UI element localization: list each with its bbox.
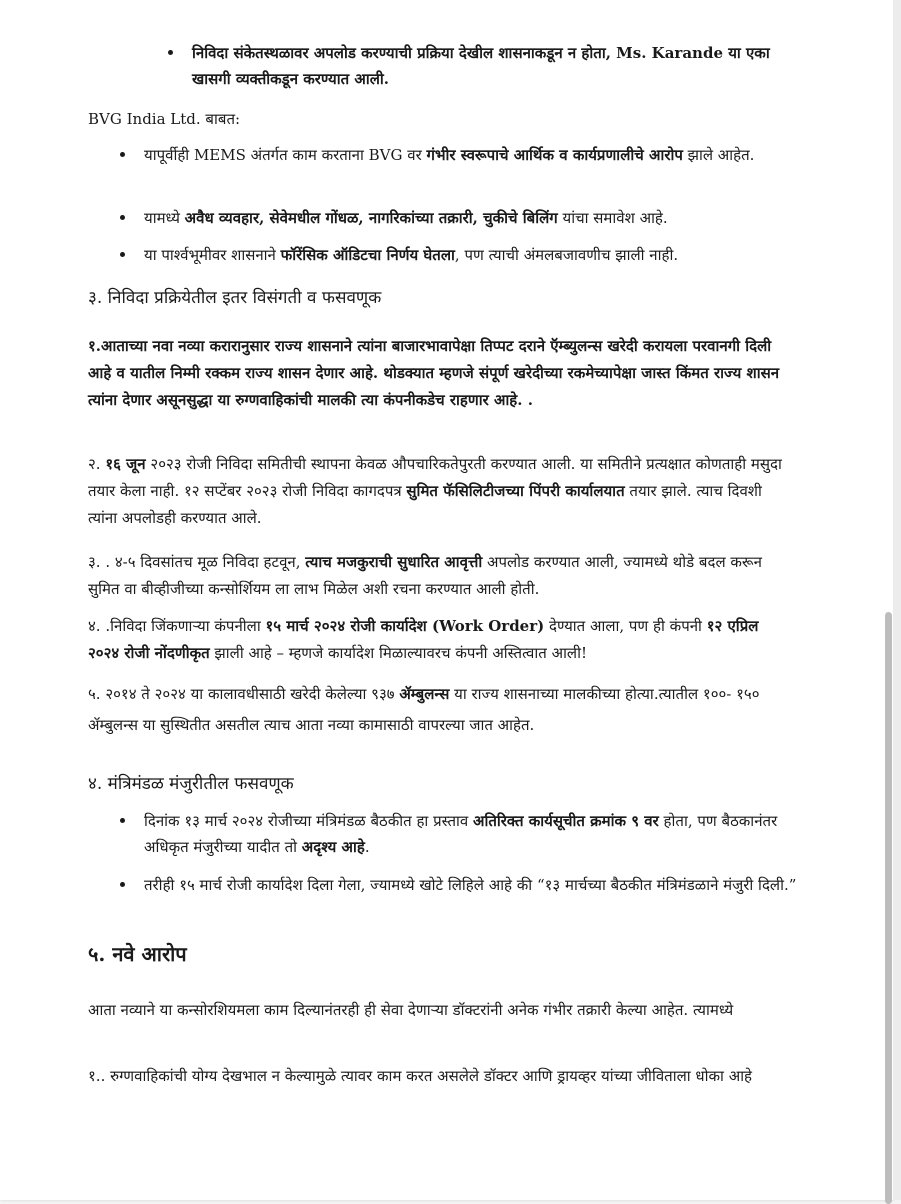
- bullet-text: [144, 142, 814, 168]
- section-5-paragraph-1: आता नव्याने या कन्सोरशियमला काम दिल्यानंतरही ही सेवा देणाऱ्या डॉक्टरांनी अनेक गंभीर तक्रारी केल्या आहेत. त्यामध्ये: [88, 1001, 734, 1019]
- bullet-text: [144, 808, 814, 860]
- section-3-paragraph-5: [88, 679, 793, 741]
- text-run: होता, पण बैठकानंतर अधिकृत मंजुरीच्या यादीत तो: [144, 812, 778, 856]
- section-5-paragraph-2: १.. रुग्णवाहिकांची योग्य देखभाल न केल्यामुळे त्यावर काम करत असलेले डॉक्टर आणि ड्रायव्हर यांच्या जीविताला धोका आहे: [88, 1067, 753, 1085]
- text-run: निविदा संकेतस्थळावर अपलोड करण्याची प्रक्रिया देखील शासनाकडून न होता,: [192, 44, 617, 62]
- bold-run: १६ जून: [105, 455, 146, 473]
- bold-run: १५ मार्च २०२४ रोजी कार्यादेश (Work Order): [265, 617, 545, 635]
- bold-run: अवैध व्यवहार, सेवेमधील गोंधळ, नागरिकांच्या तक्रारी, चुकीचे बिलिंग: [184, 209, 558, 227]
- section-4-heading: ४. मंत्रिमंडळ मंजुरीतील फसवणूक: [88, 774, 294, 794]
- scrollbar-track[interactable]: [893, 0, 901, 1200]
- bvg-section-title: BVG India Ltd. बाबत:: [88, 110, 241, 128]
- bold-run: अदृश्य आहे: [301, 838, 365, 856]
- bold-run: ॲम्बुलन्स: [399, 685, 450, 703]
- text-run: ४. .निविदा जिंकणाऱ्या कंपनीला: [88, 617, 266, 635]
- bullet-text: [144, 872, 814, 898]
- text-run: या एका खासगी व्यक्तीकडून करण्यात आली.: [192, 44, 770, 88]
- scrollbar-thumb[interactable]: [885, 612, 892, 1204]
- text-run: यामध्ये: [144, 209, 185, 227]
- text-run: यांचा समावेश आहे.: [557, 209, 668, 227]
- section-3-paragraph-3: [88, 549, 793, 603]
- bullet-dot-icon: [120, 215, 125, 220]
- section-5-heading: ५. नवे आरोप: [88, 942, 187, 966]
- text-run: ५. २०१४ ते २०२४ या कालावधीसाठी खरेदी केलेल्या ९३७: [88, 685, 400, 703]
- text-run: झाले आहेत.: [682, 146, 755, 164]
- text-run: या राज्य शासनाच्या मालकीच्या होत्या.त्यातील १००- १५० ॲम्बुलन्स या सुस्थितीत असतील त्याच आता नव्या कामासाठी वापरल्या जात आहेत.: [88, 685, 760, 734]
- section-3-paragraph-2: [88, 451, 793, 532]
- bullet-dot-icon: [120, 252, 125, 257]
- bold-run: १२ एप्रिल २०२४ रोजी नोंदणीकृत: [88, 617, 759, 662]
- section-3-paragraph-1: १.आताच्या नवा नव्या करारानुसार राज्य शासनाने त्यांना बाजारभावापेक्षा तिप्पट दराने ऍम्ब्युलन्स खरेदी करायला परवानगी दिली आहे व यातील निम्मी रक्कम राज्य शासन देणार आहे. थोडक्यात म्हणजे संपूर्ण खरेदीच्या रकमेच्यापेक्षा जास्त किंमत राज्य शासन त्यांना देणार असूनसुद्धा या रुग्णवाहिकांची मालकी त्या कंपनीकडेच राहणार आहे. .: [88, 337, 780, 409]
- bullet-dot-icon: [120, 818, 125, 823]
- bullet-dot-icon: [120, 152, 125, 157]
- text-run: २.: [88, 455, 106, 473]
- bullet-dot-icon: [168, 50, 173, 55]
- text-run: अपलोड करण्यात आली, ज्यामध्ये थोडे बदल करून सुमित वा बीव्हीजीच्या कन्सोर्शियम ला लाभ मिळेल अशी रचना करण्यात आली होती.: [88, 553, 762, 598]
- bold-run: अतिरिक्त कार्यसूचीत क्रमांक ९ वर: [473, 812, 659, 830]
- bold-run: गंभीर स्वरूपाचे आर्थिक व कार्यप्रणालीचे आरोप: [426, 146, 683, 164]
- section-3-paragraph-4: [88, 613, 793, 667]
- bold-run: त्याच मजकुराची सुधारित आवृत्ती: [305, 553, 483, 571]
- bullet-text: [144, 242, 814, 268]
- bullet-dot-icon: [120, 882, 125, 887]
- text-run: .: [364, 838, 370, 856]
- section-3-heading: ३. निविदा प्रक्रियेतील इतर विसंगती व फसवणूक: [88, 288, 382, 308]
- text-run: ३. . ४-५ दिवसांतच मूळ निविदा हटवून,: [88, 553, 306, 571]
- text-run: देण्यात आला, पण ही कंपनी: [544, 617, 707, 635]
- text-run: दिनांक १३ मार्च २०२४ रोजीच्या मंत्रिमंडळ बैठकीत हा प्रस्ताव: [144, 812, 473, 830]
- text-run: तरीही १५ मार्च रोजी कार्यादेश दिला गेला, ज्यामध्ये खोटे लिहिले आहे की “१३ मार्चच्या बैठकीत मंत्रिमंडळाने मंजुरी दिली.”: [144, 876, 797, 894]
- bullet-text: [144, 205, 814, 231]
- bold-run: सुमित फॅसिलिटीजच्या पिंपरी कार्यालयात: [406, 482, 625, 500]
- text-run: २०२३ रोजी निविदा समितीची स्थापना केवळ औपचारिकतेपुरती करण्यात आली. या समितीने प्रत्यक्षात कोणताही मसुदा तयार केला नाही. १२ सप्टेंबर २०२३ रोजी निविदा कागदपत्र: [88, 455, 782, 500]
- text-run: , पण त्याची अंमलबजावणीच झाली नाही.: [454, 246, 679, 264]
- text-run: यापूर्वीही MEMS अंतर्गत काम करताना BVG वर: [144, 146, 427, 164]
- text-run: या पार्श्वभूमीवर शासनाने: [144, 246, 281, 264]
- bold-run: फॉरेंसिक ऑडिटचा निर्णय घेतला: [280, 246, 455, 264]
- text-run: झाली आहे – म्हणजे कार्यादेश मिळाल्यावरच कंपनी अस्तित्वात आली!: [209, 644, 587, 662]
- bullet-text: [192, 40, 808, 92]
- bold-run: Ms. Karande: [616, 44, 723, 62]
- text-run: तयार झाले. त्याच दिवशी त्यांना अपलोडही करण्यात आले.: [88, 482, 762, 527]
